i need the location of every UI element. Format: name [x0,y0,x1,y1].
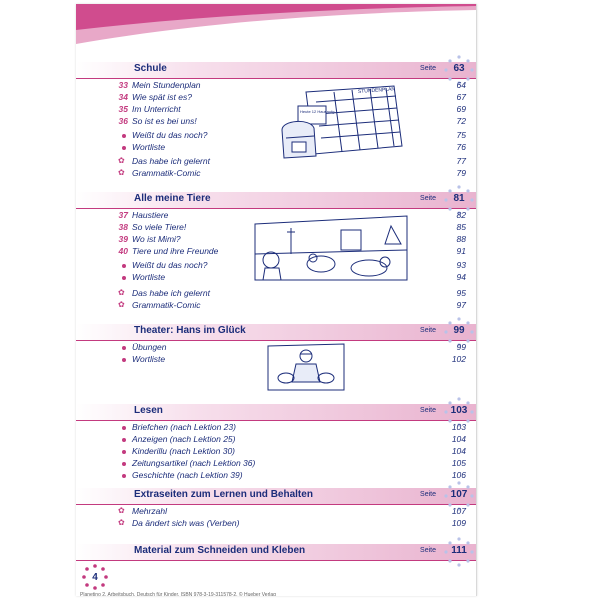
entry-page: 76 [456,142,466,152]
section-page-number: 63 [453,63,465,74]
entry-page: 102 [451,354,466,364]
entry-page: 109 [451,518,466,528]
lesson-number: 37 [118,210,128,220]
lesson-number: 39 [118,234,128,244]
toc-row[interactable] [116,422,466,434]
bullet-icon [122,134,126,138]
entry-page: 104 [451,446,466,456]
section-header [76,324,476,340]
lesson-number: 35 [118,104,128,114]
section-header [76,192,476,208]
entry-label: Haustiere [132,210,169,220]
pets-room-illustration [251,214,411,284]
entry-label: Anzeigen (nach Lektion 25) [132,434,236,444]
entry-page: 72 [456,116,466,126]
section-page-number: 81 [453,193,465,204]
entry-page: 91 [456,246,466,256]
bullet-icon [122,358,126,362]
entry-label: Wortliste [132,354,166,364]
entry-label: So ist es bei uns! [132,116,197,126]
entry-label: Wo ist Mimi? [132,234,181,244]
toc-row[interactable] [116,434,466,446]
toc-row[interactable] [116,518,466,530]
section-title: Alle meine Tiere [134,193,211,204]
entry-label: So viele Tiere! [132,222,187,232]
note-text: Heute 12 Hausaufg. [300,109,336,114]
entry-label: Weißt du das noch? [132,130,208,140]
entry-page: 69 [456,104,466,114]
lesson-number: 34 [118,92,128,102]
entry-label: Mehrzahl [132,506,167,516]
entry-label: Tiere und ihre Freunde [132,246,219,256]
section-header [76,404,476,420]
mascot-icon: ✿ [118,288,125,297]
bullet-icon [122,438,126,442]
seite-label: Seite [420,491,436,498]
section-page-number: 107 [450,489,468,500]
schoolbag-schedule-illustration [276,82,406,162]
entry-label: Das habe ich gelernt [132,288,210,298]
entry-page: 67 [456,92,466,102]
mascot-icon: ✿ [118,168,125,177]
section-title: Material zum Schneiden und Kleben [134,545,306,556]
bullet-icon [122,426,126,430]
seite-label: Seite [420,327,436,334]
toc-row[interactable] [116,168,466,180]
toc-row[interactable] [116,470,466,482]
entry-label: Mein Stundenplan [132,80,201,90]
entry-label: Grammatik-Comic [132,168,201,178]
bullet-icon [122,450,126,454]
entry-label: Zeitungsartikel (nach Lektion 36) [132,458,256,468]
seite-label: Seite [420,547,436,554]
footer-page-number: 4 [92,572,98,583]
section-page-number: 99 [453,325,465,336]
entry-label: Wortliste [132,142,166,152]
toc-row[interactable] [116,506,466,518]
bullet-icon [122,346,126,350]
section-title: Theater: Hans im Glück [134,325,246,336]
seite-label: Seite [420,195,436,202]
entry-page: 107 [451,506,466,516]
bullet-icon [122,276,126,280]
toc-row[interactable] [116,288,466,300]
lesson-number: 36 [118,116,128,126]
entry-page: 97 [456,300,466,310]
section-header [76,544,476,560]
entry-page: 77 [456,156,466,166]
mascot-icon: ✿ [118,506,125,515]
entry-page: 93 [456,260,466,270]
entry-page: 106 [451,470,466,480]
entry-label: Übungen [132,342,167,352]
entry-page: 88 [456,234,466,244]
seite-label: Seite [420,65,436,72]
entry-label: Kinderillu (nach Lektion 30) [132,446,236,456]
lesson-number: 40 [118,246,128,256]
entry-page: 64 [456,80,466,90]
entry-page: 79 [456,168,466,178]
section-page-badge [444,537,474,567]
schedule-sign-text: STUNDENPLAN [357,86,396,95]
entry-page: 85 [456,222,466,232]
entry-page: 99 [456,342,466,352]
entry-page: 82 [456,210,466,220]
section-page-number: 103 [450,405,468,416]
bullet-icon [122,146,126,150]
entry-page: 104 [451,434,466,444]
entry-label: Wortliste [132,272,166,282]
section-title: Schule [134,63,167,74]
entry-page: 105 [451,458,466,468]
seite-label: Seite [420,407,436,414]
bullet-icon [122,264,126,268]
bullet-icon [122,474,126,478]
entry-page: 75 [456,130,466,140]
bullet-icon [122,462,126,466]
entry-page: 94 [456,272,466,282]
lesson-number: 33 [118,80,128,90]
mascot-icon: ✿ [118,156,125,165]
contents-page [76,4,477,596]
toc-row[interactable] [116,446,466,458]
section-title: Lesen [134,405,163,416]
entry-label: Geschichte (nach Lektion 39) [132,470,243,480]
entry-label: Weißt du das noch? [132,260,208,270]
section-header [76,62,476,78]
section-header [76,488,476,504]
toc-row[interactable] [116,300,466,312]
entry-page: 95 [456,288,466,298]
entry-label: Da ändert sich was (Verben) [132,518,240,528]
footer-imprint: Planetino 2, Arbeitsbuch, Deutsch für Kinder, ISBN 978-3-19-311578-2, © Hueber Verlag [80,592,276,596]
header-swoosh [76,4,476,44]
hans-im-glueck-illustration [266,342,346,392]
mascot-icon: ✿ [118,300,125,309]
lesson-number: 38 [118,222,128,232]
entry-label: Wie spät ist es? [132,92,192,102]
mascot-icon: ✿ [118,518,125,527]
entry-label: Das habe ich gelernt [132,156,210,166]
toc-row[interactable] [116,458,466,470]
entry-label: Grammatik-Comic [132,300,201,310]
entry-page: 103 [451,422,466,432]
section-title: Extraseiten zum Lernen und Behalten [134,489,313,500]
section-page-number: 111 [451,545,467,556]
entry-label: Briefchen (nach Lektion 23) [132,422,236,432]
entry-label: Im Unterricht [132,104,181,114]
